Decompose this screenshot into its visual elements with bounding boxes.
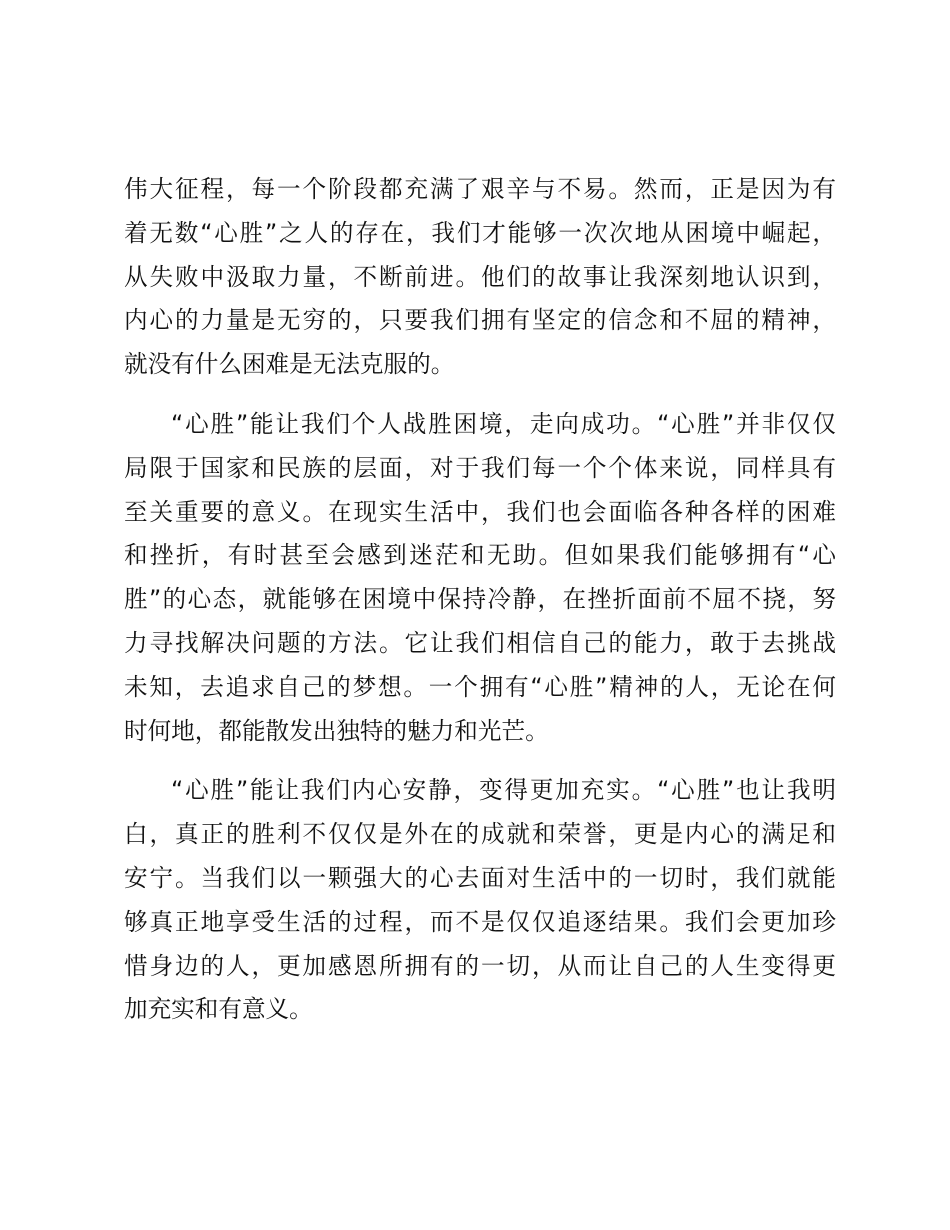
text-line: “心胜”能让我们个人战胜困境，走向成功。“心胜”并非仅仅 [171, 409, 836, 438]
text-line: 着无数“心胜”之人的存在，我们才能够一次次地从困境中崛起， [124, 218, 836, 247]
text-line: 未知，去追求自己的梦想。一个拥有“心胜”精神的人，无论在何 [124, 672, 836, 701]
paragraph-2 [124, 403, 836, 753]
paragraph-1 [124, 168, 836, 387]
text-line: 时何地，都能散发出独特的魅力和光芒。 [124, 716, 549, 745]
text-line: 够真正地享受生活的过程，而不是仅仅追逐结果。我们会更加珍 [124, 907, 836, 936]
text-line: 从失败中汲取力量，不断前进。他们的故事让我深刻地认识到， [124, 262, 836, 291]
text-line: 加充实和有意义。 [124, 995, 313, 1024]
paragraph-3 [124, 769, 836, 1032]
text-line: 局限于国家和民族的层面，对于我们每一个个体来说，同样具有 [124, 453, 836, 482]
text-line: 就没有什么困难是无法克服的。 [124, 350, 455, 379]
text-line: 内心的力量是无穷的，只要我们拥有坚定的信念和不屈的精神， [124, 306, 836, 335]
document-body [124, 168, 836, 1048]
text-line: 力寻找解决问题的方法。它让我们相信自己的能力，敢于去挑战 [124, 628, 836, 657]
text-line: 白，真正的胜利不仅仅是外在的成就和荣誉，更是内心的满足和 [124, 820, 836, 849]
text-line: 至关重要的意义。在现实生活中，我们也会面临各种各样的困难 [124, 497, 836, 526]
text-line: 和挫折，有时甚至会感到迷茫和无助。但如果我们能够拥有“心 [124, 541, 836, 570]
text-line: 安宁。当我们以一颗强大的心去面对生活中的一切时，我们就能 [124, 863, 836, 892]
text-line: “心胜”能让我们内心安静，变得更加充实。“心胜”也让我明 [171, 776, 836, 805]
text-line: 胜”的心态，就能够在困境中保持冷静，在挫折面前不屈不挠，努 [124, 585, 836, 614]
text-line: 伟大征程，每一个阶段都充满了艰辛与不易。然而，正是因为有 [124, 175, 836, 203]
text-line: 惜身边的人，更加感恩所拥有的一切，从而让自己的人生变得更 [124, 951, 836, 980]
